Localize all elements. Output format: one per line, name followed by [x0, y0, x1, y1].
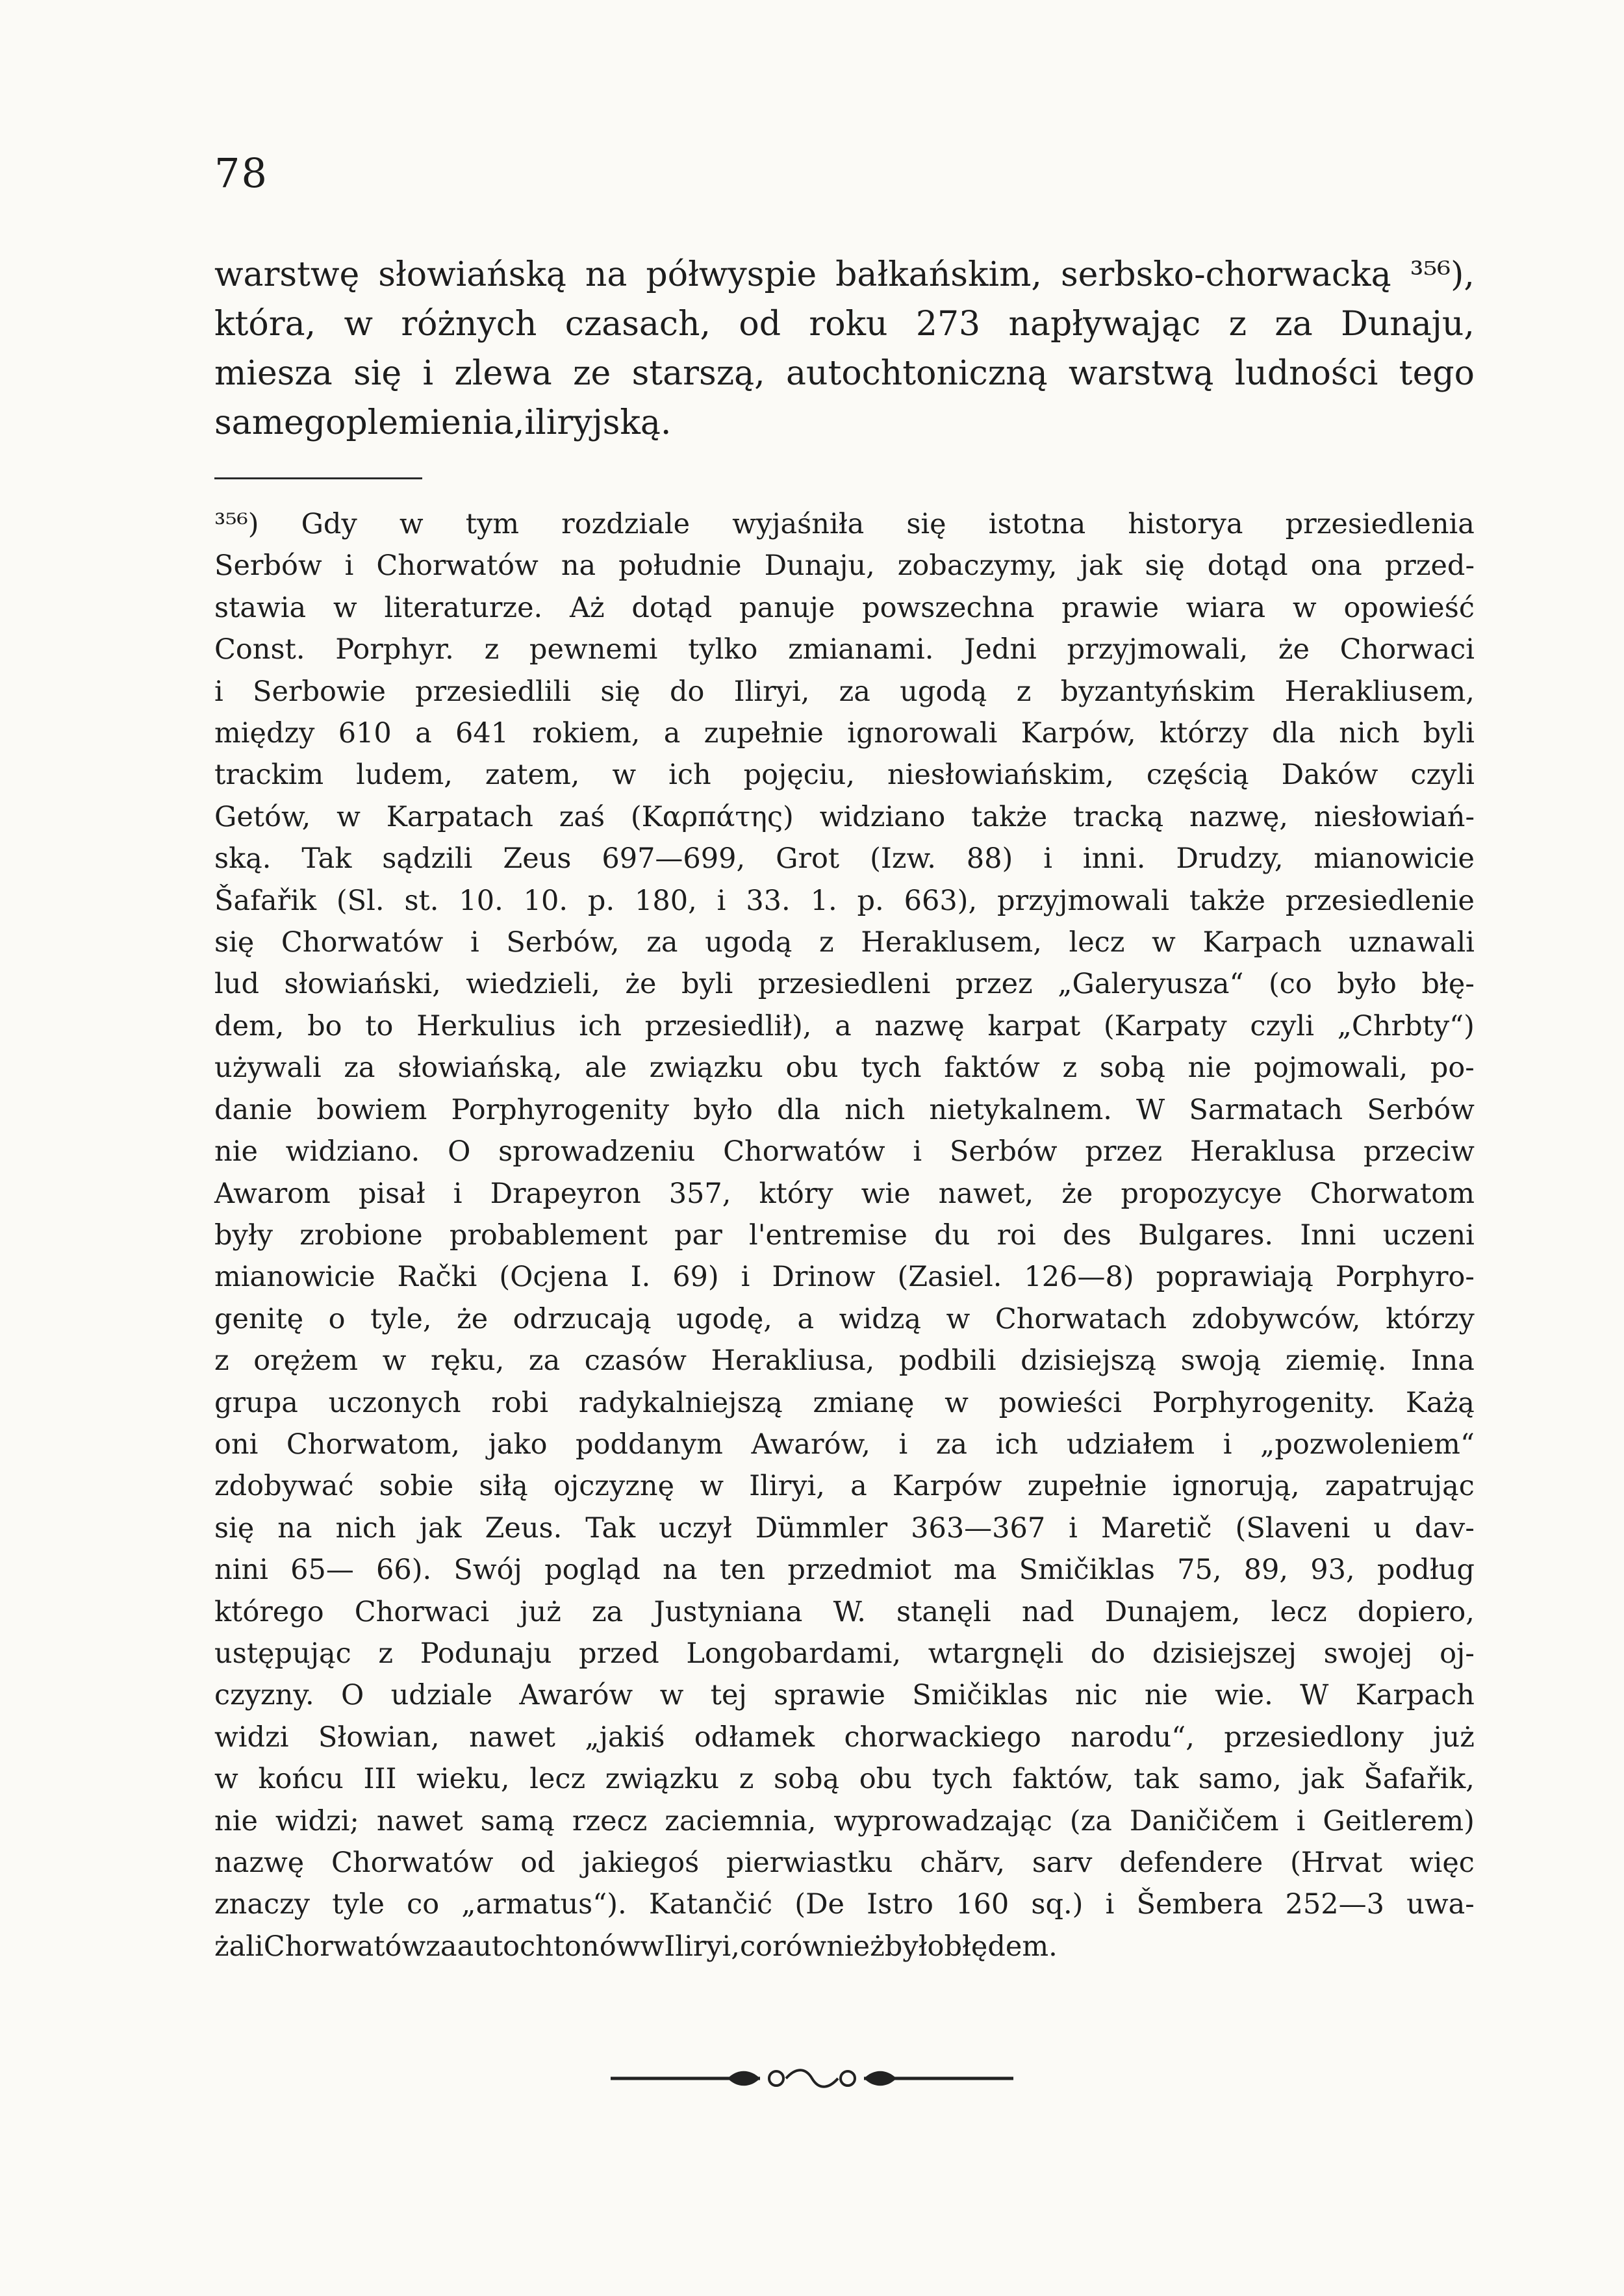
footnote-line: się Chorwatów i Serbów, za ugodą z Heraklusem, lecz w Karpach uznawali — [214, 926, 1475, 959]
main-line: warstwę słowiańską na półwyspie bałkańskim, serbsko-chorwacką ³⁵⁶), — [214, 255, 1475, 294]
footnote-line: dem, bo to Herkulius ich przesiedlił), a nazwę karpat (Karpaty czyli „Chrbty“) — [214, 1009, 1475, 1042]
page-number: 78 — [214, 149, 268, 197]
footnote-line: nie widzi; nawet samą rzecz zaciemnia, wyprowadzając (za Daničičem i Geitlerem) — [214, 1804, 1475, 1837]
footnote-line: i Serbowie przesiedlili się do Iliryi, za ugodą z byzantyńskim Herakliusem, — [214, 675, 1475, 708]
footnote-line: Awarom pisał i Drapeyron 357, który wie nawet, że propozycye Chorwatom — [214, 1177, 1475, 1210]
footnote-line: Const. Porphyr. z pewnemi tylko zmianami. Jedni przyjmowali, że Chorwaci — [214, 633, 1475, 666]
footnote-rule — [214, 477, 422, 479]
footnote-line: czyzny. O udziale Awarów w tej sprawie Smičiklas nic nie wie. W Karpach — [214, 1679, 1475, 1712]
end-ornament-icon — [611, 2065, 1013, 2091]
footnote-line: lud słowiański, wiedzieli, że byli przesiedleni przez „Galeryusza“ (co było błę- — [214, 968, 1475, 1001]
footnote-line: Šafařik (Sl. st. 10. 10. p. 180, i 33. 1. p. 663), przyjmowali także przesiedlenie — [214, 884, 1475, 917]
main-line: która, w różnych czasach, od roku 273 napływając z za Dunaju, — [214, 305, 1475, 344]
footnote-line: w końcu III wieku, lecz związku z sobą obu tych faktów, tak samo, jak Šafařik, — [214, 1763, 1475, 1796]
footnote-line: nie widziano. O sprowadzeniu Chorwatów i Serbów przez Heraklusa przeciw — [214, 1135, 1475, 1168]
footnote-line: Serbów i Chorwatów na południe Dunaju, zobaczymy, jak się dotąd ona przed- — [214, 549, 1475, 583]
footnote-line: genitę o tyle, że odrzucają ugodę, a widzą w Chorwatach zdobywców, którzy — [214, 1302, 1475, 1335]
footnote-line: ³⁵⁶) Gdy w tym rozdziale wyjaśniła się istotna historya przesiedlenia — [214, 508, 1475, 540]
footnote-line: ustępując z Podunaju przed Longobardami, wtargnęli do dzisiejszej swojej oj- — [214, 1637, 1475, 1670]
footnote-line: trackim ludem, zatem, w ich pojęciu, niesłowiańskim, częścią Daków czyli — [214, 759, 1475, 792]
footnote-line: grupa uczonych robi radykalniejszą zmianę w powieści Porphyrogenity. Każą — [214, 1386, 1475, 1419]
footnote-line: zdobywać sobie siłą ojczyznę w Iliryi, a Karpów zupełnie ignorują, zapatrując — [214, 1470, 1475, 1503]
footnote-line: były zrobione probablement par l'entremise du roi des Bulgares. Inni uczeni — [214, 1218, 1475, 1252]
footnote-line: ską. Tak sądzili Zeus 697—699, Grot (Izw. 88) i inni. Drudzy, mianowicie — [214, 842, 1475, 876]
footnote-line: mianowicie Rački (Ocjena I. 69) i Drinow (Zasiel. 126—8) poprawiają Porphyro- — [214, 1261, 1475, 1294]
footnote-line: nini 65— 66). Swój pogląd na ten przedmiot ma Smičiklas 75, 89, 93, podług — [214, 1554, 1475, 1587]
footnote-line: Getów, w Karpatach zaś (Καρπάτης) widziano także tracką nazwę, niesłowiań- — [214, 800, 1475, 833]
footnote-line: widzi Słowian, nawet „jakiś odłamek chorwackiego narodu“, przesiedlony już — [214, 1721, 1475, 1754]
main-line: samego plemienia, iliryjską. — [214, 403, 672, 442]
footnote — [214, 503, 1475, 1967]
footnote-line: danie bowiem Porphyrogenity było dla nich nietykalnem. W Sarmatach Serbów — [214, 1093, 1475, 1126]
footnote-line: żali Chorwatów za autochtonów w Iliryi, co również było błędem. — [214, 1930, 1058, 1963]
footnote-line: nazwę Chorwatów od jakiegoś pierwiastku chărv, sarv defendere (Hrvat więc — [214, 1847, 1475, 1879]
footnote-line: się na nich jak Zeus. Tak uczył Dümmler 363—367 i Maretič (Slaveni u dav- — [214, 1511, 1475, 1545]
main-line: miesza się i zlewa ze starszą, autochtoniczną warstwą ludności tego — [214, 354, 1475, 393]
footnote-line: oni Chorwatom, jako poddanym Awarów, i za ich udziałem i „pozwoleniem“ — [214, 1428, 1475, 1461]
footnote-line: którego Chorwaci już za Justyniana W. stanęli nad Dunajem, lecz dopiero, — [214, 1595, 1475, 1628]
footnote-line: używali za słowiańską, ale związku obu tych faktów z sobą nie pojmowali, po- — [214, 1052, 1475, 1085]
main-text — [214, 250, 1475, 448]
footnote-line: znaczy tyle co „armatus“). Katančić (De Istro 160 sq.) i Šembera 252—3 uwa- — [214, 1888, 1475, 1921]
footnote-line: z orężem w ręku, za czasów Herakliusa, podbili dzisiejszą swoją ziemię. Inna — [214, 1344, 1475, 1378]
footnote-line: stawia w literaturze. Aż dotąd panuje powszechna prawie wiara w opowieść — [214, 591, 1475, 624]
footnote-line: między 610 a 641 rokiem, a zupełnie ignorowali Karpów, którzy dla nich byli — [214, 717, 1475, 750]
